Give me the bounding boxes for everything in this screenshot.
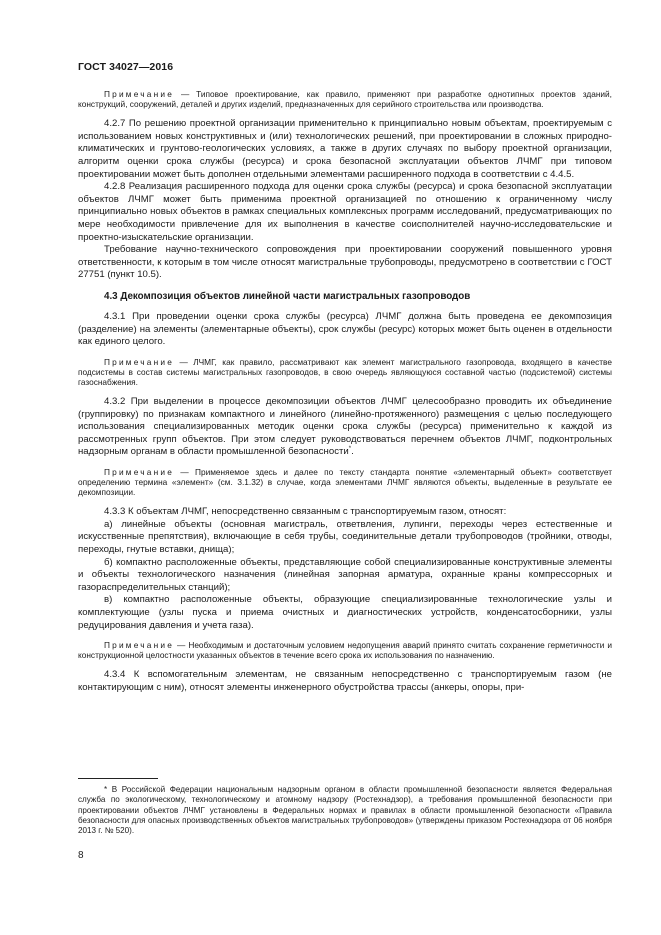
paragraph-end: . (351, 446, 354, 458)
note-text: — Необходимым и достаточным условием недопущения аварий принято считать сохранение герметичности и конструкционной целостности указанных объектов в течение всего срока их использования по назначению. (78, 640, 612, 661)
page-content (78, 89, 612, 695)
paragraph-4-3-2 (78, 396, 612, 459)
note-text: — Типовое проектирование, как правило, применяют при разработке однотипных проектов зданий, конструкций, сооружений, деталей и других изделий, предназначенных для серийного строительства или производства. (78, 89, 612, 110)
note-typical-design (78, 89, 612, 109)
note-label: Примечание (104, 356, 175, 367)
paragraph-requirement: Требование научно-технического сопровождения при проектировании сооружений повышенного уровня ответственности, к которым в том числе относят магистральные трубопроводы, предусмотрено в соответствии с ГОСТ 27751 (пункт 10.5). (78, 244, 612, 281)
paragraph-4-3-1: 4.3.1 При проведении оценки срока службы (ресурса) ЛЧМГ должна быть проведена ее декомпозиция (разделение) на элементы (элементарные объекты), срок службы (ресурс) которых может быть оценен в отдельности как единого целого. (78, 310, 612, 348)
note-text: — ЛЧМГ, как правило, рассматривают как элемент магистрального газопровода, входящего в качестве подсистемы в состав системы магистральных газопроводов, в свою очередь являющуюся составной частью (подсистемой) системы газоснабжения. (78, 356, 612, 387)
note-text: — Применяемое здесь и далее по тексту стандарта понятие «элементарный объект» соответствует определению термина «элемент» (см. 3.1.32) в случае, когда элементами ЛЧМГ являются объекты, выделенные в результате ее декомпозиции. (78, 466, 612, 498)
note-label: Примечание (104, 466, 175, 477)
note-elementary-object (78, 467, 612, 497)
paragraph-text: 4.3.2 При выделении в процессе декомпозиции объектов ЛЧМГ целесообразно проводить их объединение (группировку) по признакам компактного и линейного (линейно-протяженного) размещения с целью последующего использования специализированных методик оценки срока службы (ресурса) применительно к каждой из рассмотренных групп объектов. При этом следует руководствоваться перечнем объектов ЛЧМГ, подконтрольных надзорным органам в области промышленной безопасности (78, 395, 612, 458)
note-label: Примечание (104, 89, 175, 99)
note-accident-prevention (78, 640, 612, 660)
list-item-b: б) компактно расположенные объекты, представляющие собой специализированные конструктивные элементы и объекты технологического назначения (линейная запорная арматура, охранные краны компрессорных и газораспределительных станций); (78, 556, 612, 593)
paragraph-4-2-8: 4.2.8 Реализация расширенного подхода для оценки срока службы (ресурса) и срока безопасной эксплуатации объектов ЛЧМГ может быть применима проектной организацией по отношению к ограниченному числу принципиально новых объектов в рамках специальных комплексных программ исследований, предусматривающих по мере необходимости привлечение для их выполнения в качестве соисполнителей научно-исследовательские и проектно-изыскательские организации. (78, 181, 612, 243)
note-label: Примечание (104, 640, 175, 651)
footnote: * В Российской Федерации национальным надзорным органом в области промышленной безопасности является Федеральная служба по экологическому, технологическому и атомному надзору (Ростехнадзор), а требования промышленной безопасности при проектировании объектов ЛЧМГ установлены в Федеральных нормах и правилах в области промышленной безопасности «Правила безопасности для опасных производственных объектов магистральных трубопроводов» (утверждены приказом Ростехнадзора от 06 ноября 2013 г. № 520). (78, 785, 612, 836)
list-item-a: а) линейные объекты (основная магистраль, ответвления, лупинги, переходы через естественные и искусственные препятствия), включающие в себя трубы, соединительные детали трубопроводов (тройники, отводы, переходы, гнутые вставки, днища); (78, 518, 612, 555)
paragraph-4-3-4: 4.3.4 К вспомогательным элементам, не связанным непосредственно с транспортируемым газом (не контактирующим с ним), относят элементы инженерного обустройства трассы (анкеры, опоры, при- (78, 669, 612, 693)
paragraph-4-3-3: 4.3.3 К объектам ЛЧМГ, непосредственно связанным с транспортируемым газом, относят: (104, 506, 507, 518)
list-item-v: в) компактно расположенные объекты, образующие специализированные технологические узлы и комплектующие (узлы пуска и приема очистных и диагностических устройств, конденсатосборники, узлы редуцирования давления и учета газа). (78, 594, 612, 631)
paragraph-4-2-7: 4.2.7 По решению проектной организации применительно к принципиально новым объектам, проектируемым с использованием новых конструктивных и (или) технологических решений, при проектировании в сложных природно-климатических и грунтово-геологических условиях, а также в других случаях по выбору проектной организации, алгоритм оценки срока службы (ресурса) и срока безопасной эксплуатации объектов ЛЧМГ при типовом проектировании может быть дополнен отдельными элементами расширенного подхода в соответствии с 4.4.5. (78, 118, 612, 180)
document-header: ГОСТ 34027—2016 (78, 61, 174, 73)
section-heading-4-3: 4.3 Декомпозиция объектов линейной части магистральных газопроводов (104, 290, 471, 302)
note-lchmg (78, 357, 612, 387)
page-number: 8 (78, 850, 84, 861)
footnote-separator (78, 778, 158, 779)
footnote-marker: * (348, 446, 352, 453)
